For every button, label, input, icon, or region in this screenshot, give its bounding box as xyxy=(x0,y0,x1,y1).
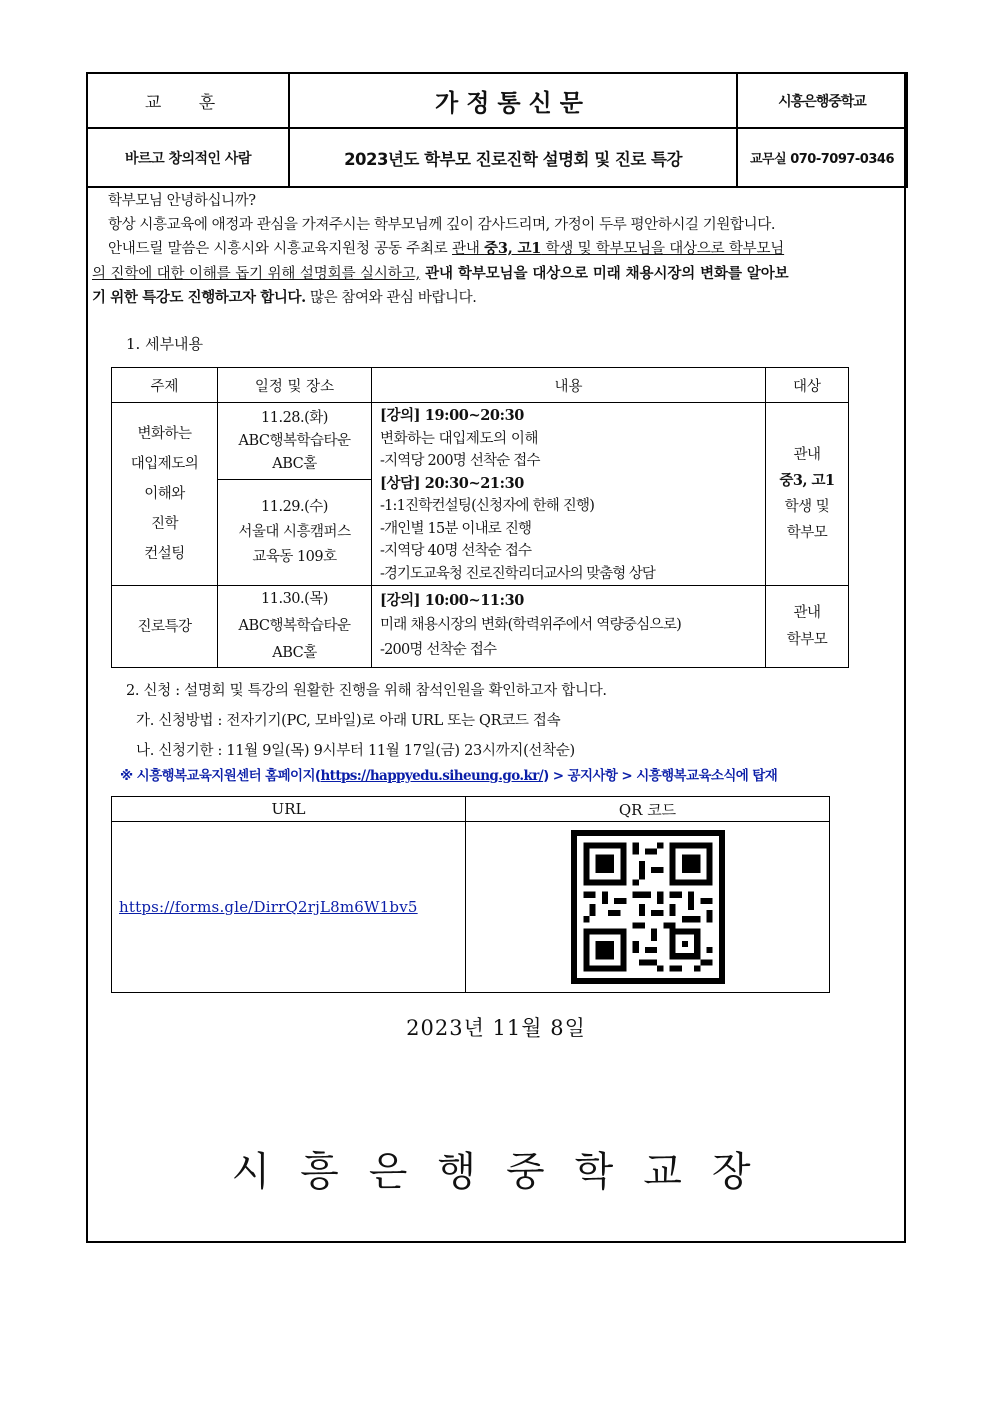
intro-paragraph-2-line1: 안내드릴 말씀은 시흥시와 시흥교육지원청 공동 주최로 관내 중3, 고1 학생 및 학부모님을 대상으로 학부모님 xyxy=(108,240,785,257)
col-header-topic: 주제 xyxy=(112,368,218,403)
intro-text xyxy=(92,190,902,311)
intro-paragraph-2-line2: 의 진학에 대한 이해를 돕기 위해 설명회를 실시하고, 관내 학부모님을 대상으로 미래 채용시장의 변화를 알아보 xyxy=(92,264,789,282)
schedule-1129: 11.29.(수) 서울대 시흥캠퍼스 교육동 109호 xyxy=(218,480,372,586)
school-motto: 바르고 창의적인 사람 xyxy=(87,128,289,187)
schedule-1130: 11.30.(목) ABC행복학습타운 ABC홀 xyxy=(218,586,372,668)
apply-method: 가. 신청방법 : 전자기기(PC, 모바일)로 아래 URL 또는 QR코드 접속 xyxy=(136,713,561,729)
schedule-1128: 11.28.(화) ABC행복학습타운 ABC홀 xyxy=(218,403,372,480)
notice-subtitle: 2023년도 학부모 진로진학 설명회 및 진로 특강 xyxy=(289,128,737,187)
section-2 xyxy=(126,676,607,766)
target-career-lecture: 관내 학부모 xyxy=(766,586,849,668)
url-qr-table xyxy=(111,796,830,993)
qr-header: QR 코드 xyxy=(466,797,830,822)
col-header-schedule: 일정 및 장소 xyxy=(218,368,372,403)
qr-code-icon[interactable] xyxy=(571,830,725,984)
document-title: 가정통신문 xyxy=(289,73,737,128)
topic-admission: 변화하는 대입제도의 이해와 진학 컨설팅 xyxy=(112,403,218,586)
homepage-link[interactable]: https://happyedu.siheung.go.kr/ xyxy=(320,768,544,784)
school-name-small: 시흥은행중학교 xyxy=(737,73,907,128)
header-table xyxy=(86,72,908,188)
homepage-notice: ※ 시흥행복교육지원센터 홈페이지(https://happyedu.siheung.go.kr/) > 공지사항 > 시흥행복교육소식에 탑재 xyxy=(120,768,778,784)
intro-paragraph-2-line3: 기 위한 특강도 진행하고자 합니다. 많은 참여와 관심 바랍니다. xyxy=(92,289,477,306)
principal-signature: 시흥은행중학교장 xyxy=(231,1149,781,1195)
motto-label: 교 훈 xyxy=(87,73,289,128)
apply-period: 나. 신청기한 : 11월 9일(목) 9시부터 11월 17일(금) 23시까지(선착순) xyxy=(136,743,575,759)
section-2-title: 2. 신청 : 설명회 및 특강의 원활한 진행을 위해 참석인원을 확인하고자 합니다. xyxy=(126,683,607,699)
url-header: URL xyxy=(112,797,466,822)
qr-cell xyxy=(466,822,830,993)
col-header-content: 내용 xyxy=(372,368,766,403)
section-1-title: 1. 세부내용 xyxy=(126,335,204,353)
col-header-target: 대상 xyxy=(766,368,849,403)
intro-paragraph-1: 항상 시흥교육에 애정과 관심을 가져주시는 학부모님께 깊이 감사드리며, 가정이 두루 평안하시길 기원합니다. xyxy=(108,216,776,233)
topic-career-lecture: 진로특강 xyxy=(112,586,218,668)
office-phone: 교무실 070-7097-0346 xyxy=(737,128,907,187)
content-career-lecture: [강의] 10:00~11:30 미래 채용시장의 변화(학력위주에서 역량중심으로) -200명 선착순 접수 xyxy=(372,586,766,668)
form-url-link[interactable]: https://forms.gle/DirrQ2rjL8m6W1bv5 xyxy=(119,898,418,916)
issue-date: 2023년 11월 8일 xyxy=(406,1016,586,1040)
content-admission: [강의] 19:00~20:30 변화하는 대입제도의 이해 -지역당 200명 선착순 접수 [상담] 20:30~21:30 -1:1진학컨설팅(신청자에 한해 진행) -개인별 15분 이내로 진행 -지역당 40명 선착순 접수 -경기도교육청 진로진학리더교사의 맞춤형 상담 xyxy=(372,403,766,586)
url-cell xyxy=(112,822,466,993)
target-admission: 관내 중3, 고1 학생 및 학부모 xyxy=(766,403,849,586)
greeting: 학부모님 안녕하십니까? xyxy=(108,193,256,209)
detail-table xyxy=(111,367,849,668)
